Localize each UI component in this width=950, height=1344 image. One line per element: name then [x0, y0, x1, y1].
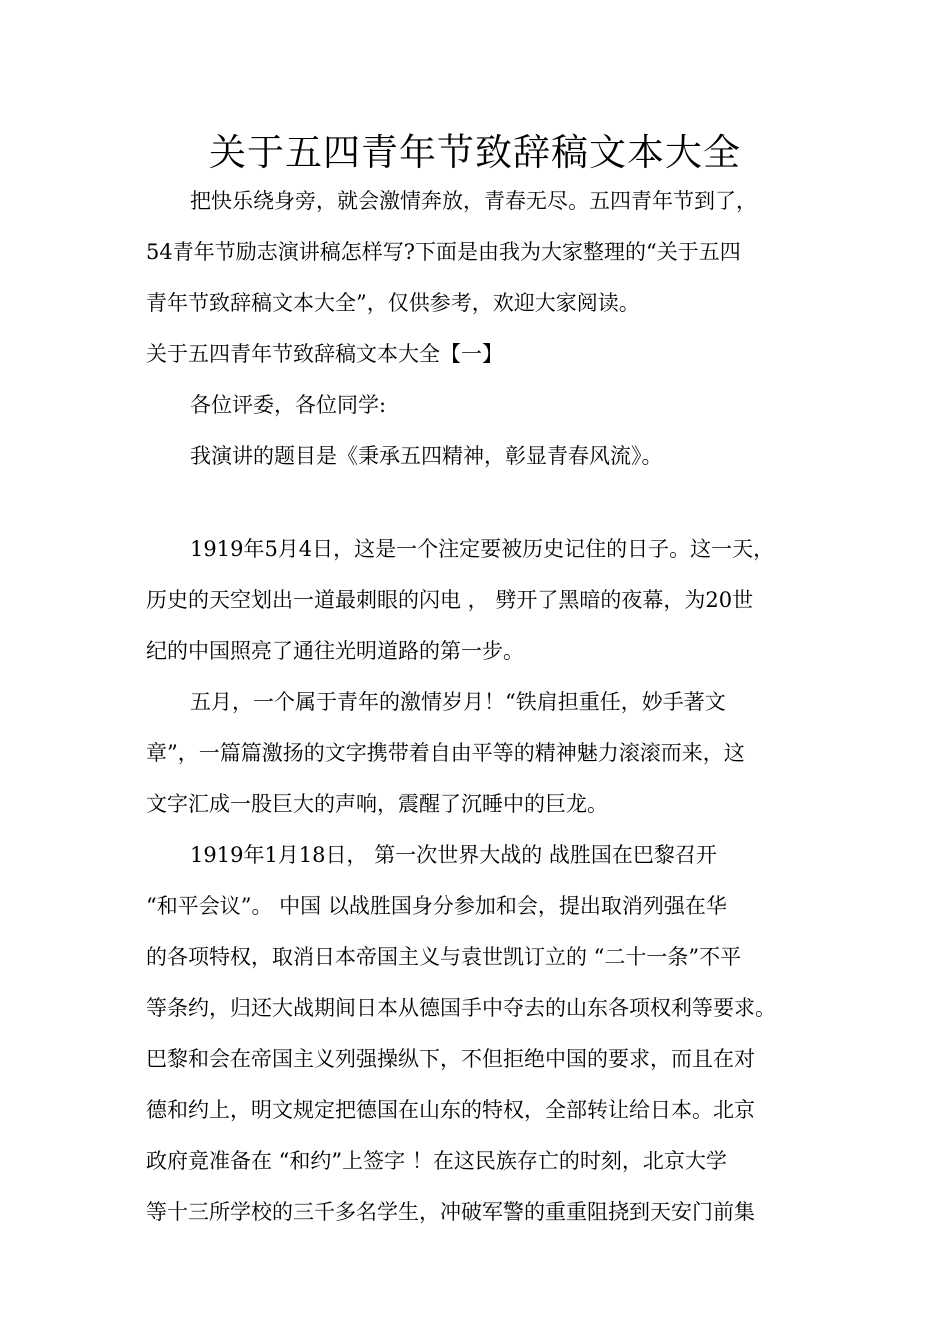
paragraph-line: 青年节致辞稿文本大全”，仅供参考，欢迎大家阅读。: [146, 291, 640, 315]
paragraph-line: 1919年1月18日， 第一次世界大战的 战胜国在巴黎召开: [190, 843, 717, 867]
paragraph-line: 巴黎和会在帝国主义列强操纵下，不但拒绝中国的要求，而且在对: [146, 1047, 755, 1071]
paragraph-line: 把快乐绕身旁，就会激情奔放，青春无尽。五四青年节到了，: [190, 189, 757, 213]
document-title: 关于五四青年节致辞稿文本大全: [209, 131, 741, 174]
salutation-line: 各位评委，各位同学:: [190, 393, 387, 417]
paragraph-line: 文字汇成一股巨大的声响，震醒了沉睡中的巨龙。: [146, 792, 608, 816]
speech-title-line: 我演讲的题目是《秉承五四精神，彰显青春风流》。: [190, 444, 663, 468]
paragraph-line: 1919年5月4日，这是一个注定要被历史记住的日子。这一天，: [190, 537, 775, 561]
paragraph-line: 政府竟准备在 “和约”上签字 ！在这民族存亡的时刻，北京大学: [146, 1149, 727, 1173]
paragraph-line: 五月，一个属于青年的激情岁月！“铁肩担重任，妙手著文: [190, 690, 726, 714]
paragraph-line: “和平会议”。 中国 以战胜国身分参加和会，提出取消列强在华: [146, 894, 727, 918]
section-heading: 关于五四青年节致辞稿文本大全【一】: [146, 342, 503, 366]
paragraph-line: 的各项特权，取消日本帝国主义与袁世凯订立的 “二十一条”不平: [146, 945, 742, 969]
paragraph-line: 历史的天空划出一道最刺眼的闪电 ， 劈开了黑暗的夜幕，为20世: [146, 588, 754, 612]
intro-section: [146, 176, 826, 482]
speech-body: [146, 524, 826, 1238]
paragraph-line: 纪的中国照亮了通往光明道路的第一步。: [146, 639, 524, 663]
paragraph-line: 章”，一篇篇激扬的文字携带着自由平等的精神魅力滚滚而来，这: [146, 741, 745, 765]
paragraph-line: 等条约，归还大战期间日本从德国手中夺去的山东各项权利等要求。: [146, 996, 776, 1020]
paragraph-line: 54青年节励志演讲稿怎样写?下面是由我为大家整理的“关于五四: [146, 240, 741, 264]
paragraph-line: 等十三所学校的三千多名学生，冲破军警的重重阻挠到天安门前集: [146, 1200, 755, 1224]
paragraph-line: 德和约上，明文规定把德国在山东的特权，全部转让给日本。北京: [146, 1098, 755, 1122]
